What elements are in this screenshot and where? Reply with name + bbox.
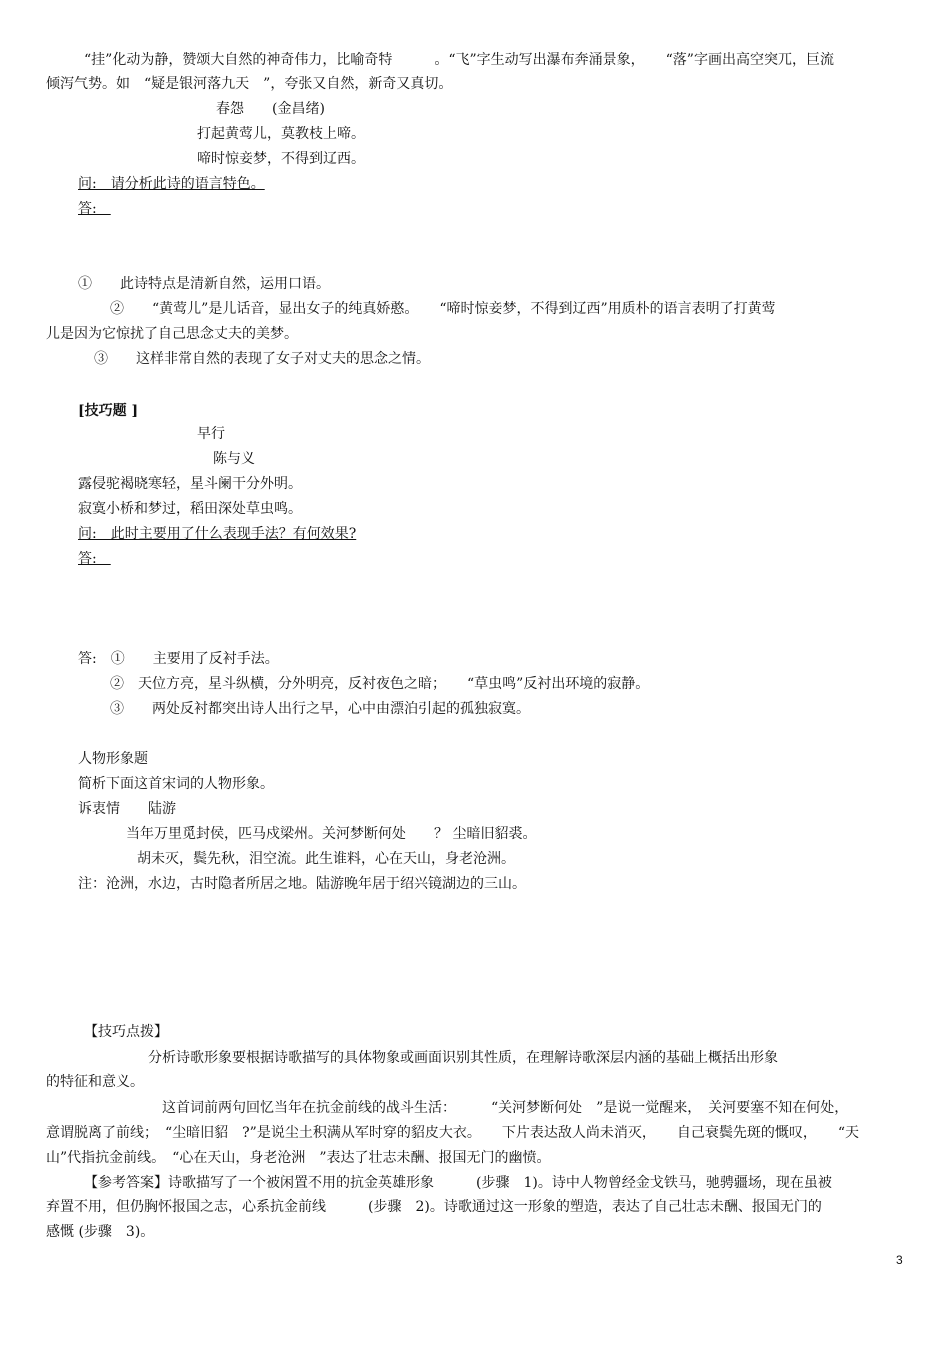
reference-answer: 【参考答案】诗歌描写了一个被闲置不用的抗金英雄形象 (步骤 1)。诗中人物曾经金戈铁马，驰骋疆场，现在虽被	[84, 1175, 832, 1191]
text-line: 山”代指抗金前线。 “心在天山，身老沧洲 ”表达了壮志未酬、报国无门的幽愤。	[46, 1150, 551, 1166]
text-line: 倾泻气势。如 “疑是银河落九天 ”，夸张又自然，新奇又真切。	[46, 76, 453, 92]
reference-answer: 弃置不用，但仍胸怀报国之志，心系抗金前线 (步骤 2)。诗歌通过这一形象的塑造，表达了自己壮志未酬、报国无门的	[46, 1199, 822, 1215]
section-heading: [技巧题 ]	[78, 403, 139, 419]
poem-line: 当年万里觅封侯，匹马戍梁州。关河梦断何处 ？ 尘暗旧貂裘。	[126, 826, 537, 842]
poem-line: 寂寞小桥和梦过，稻田深处草虫鸣。	[78, 501, 302, 517]
answer-label: 答:	[78, 201, 111, 217]
question: 问: 此时主要用了什么表现手法？有何效果?	[78, 526, 357, 542]
text-line: 分析诗歌形象要根据诗歌描写的具体物象或画面识别其性质，在理解诗歌深层内涵的基础上概括出形象	[148, 1050, 778, 1066]
section-heading: 人物形象题	[78, 751, 148, 767]
text-line: 的特征和意义。	[46, 1074, 144, 1090]
text-line: 这首词前两句回忆当年在抗金前线的战斗生活： “关河梦断何处 ”是说一觉醒来， 关河要塞不知在何处，	[162, 1100, 849, 1116]
answer-item: ② “黄莺儿”是儿话音，显出女子的纯真娇憨。 “啼时惊妾梦，不得到辽西”用质朴的语言表明了打黄莺	[110, 301, 776, 317]
poem-line: 啼时惊妾梦，不得到辽西。	[197, 151, 365, 167]
reference-answer: 感慨 (步骤 3)。	[46, 1224, 155, 1240]
poem-author: 陈与义	[213, 451, 255, 467]
poem-title: 春怨 (金昌绪)	[216, 101, 325, 117]
text-line: “挂”化动为静，赞颂大自然的神奇伟力，比喻奇特 。“飞”字生动写出瀑布奔涌景象， “落”字画出高空突兀，巨流	[84, 52, 834, 68]
answer-item: ① 此诗特点是清新自然，运用口语。	[78, 276, 330, 292]
text-line: 意谓脱离了前线； “尘暗旧貂 ?”是说尘土积满从军时穿的貂皮大衣。 下片表达敌人尚未消灭， 自己衰鬓先斑的慨叹， “天	[46, 1125, 859, 1141]
poem-line: 露侵驼褐晓寒轻，星斗阑干分外明。	[78, 476, 302, 492]
answer-item: 答: ① 主要用了反衬手法。	[78, 651, 279, 667]
poem-title: 诉衷情 陆游	[78, 801, 176, 817]
question: 问: 请分析此诗的语言特色。	[78, 176, 265, 192]
text-line: 儿是因为它惊扰了自己思念丈夫的美梦。	[46, 326, 298, 342]
answer-item: ② 天位方亮，星斗纵横，分外明亮，反衬夜色之暗； “草虫鸣”反衬出环境的寂静。	[110, 676, 650, 692]
poem-title: 早行	[197, 426, 225, 442]
poem-line: 打起黄莺儿，莫教枝上啼。	[197, 126, 365, 142]
answer-item: ③ 这样非常自然的表现了女子对丈夫的思念之情。	[94, 351, 430, 367]
answer-item: ③ 两处反衬都突出诗人出行之早，心中由漂泊引起的孤独寂寞。	[110, 701, 530, 717]
note: 注：沧洲，水边，古时隐者所居之地。陆游晚年居于绍兴镜湖边的三山。	[78, 876, 526, 892]
answer-label: 答:	[78, 551, 111, 567]
section-heading: 【技巧点拨】	[84, 1024, 168, 1040]
poem-line: 胡未灭，鬓先秋，泪空流。此生谁料，心在天山，身老沧洲。	[137, 851, 515, 867]
page-number: 3	[896, 1253, 903, 1267]
text-line: 简析下面这首宋词的人物形象。	[78, 776, 274, 792]
